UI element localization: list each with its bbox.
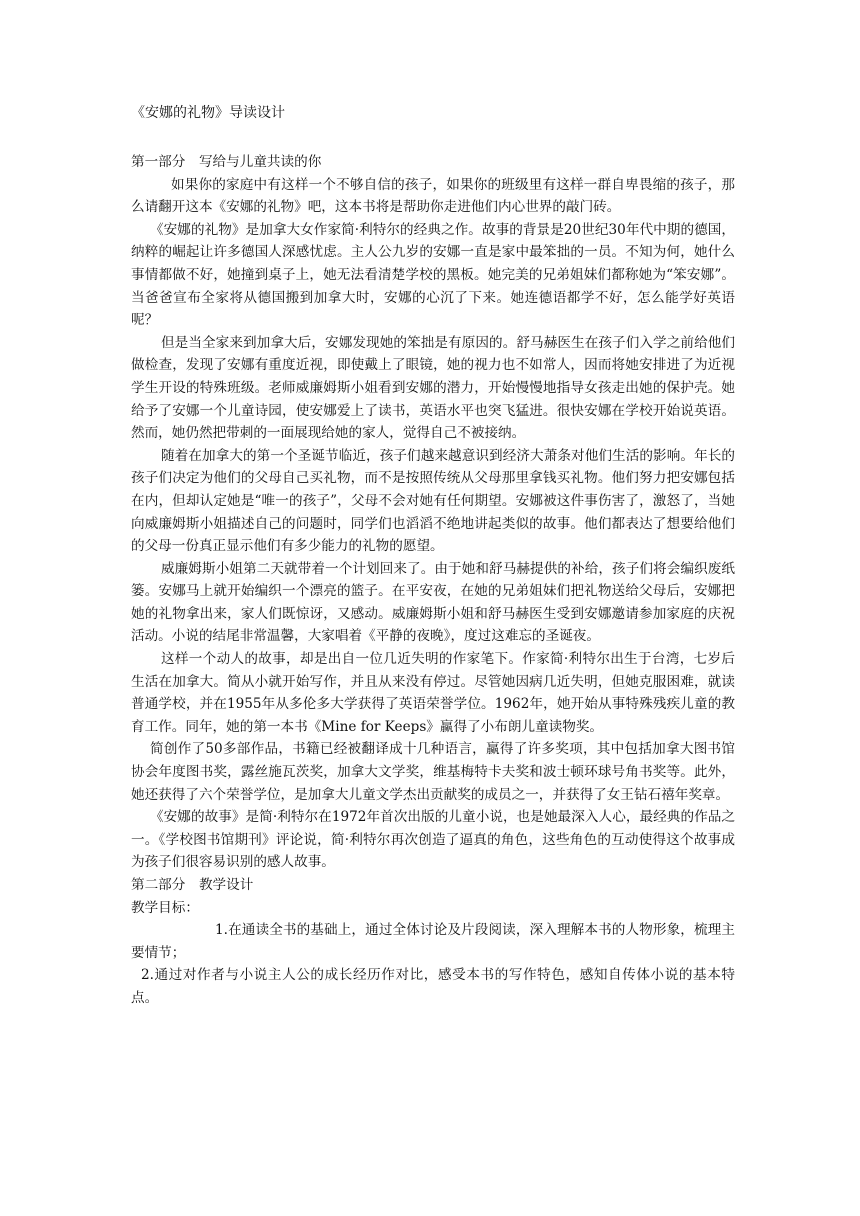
objective-item: 1.在通读全书的基础上，通过全体讨论及片段阅读，深入理解本书的人物形象，梳理主要情节； (131, 922, 735, 961)
objective-item: 2.通过对作者与小说主人公的成长经历作对比，感受本书的写作特色，感知自传体小说的基本特点。 (131, 967, 735, 1006)
document-title: 《安娜的礼物》导读设计 (131, 105, 285, 121)
paragraph: 《安娜的故事》是简·利特尔在1972年首次出版的儿童小说，也是她最深入人心，最经典的作品之一。《学校图书馆期刊》评论说，简·利特尔再次创造了逼真的角色，这些角色的互动使得这个故事成为孩子们很容易识别的感人故事。 (131, 809, 735, 871)
paragraph: 如果你的家庭中有这样一个不够自信的孩子，如果你的班级里有这样一群自卑畏缩的孩子，那么请翻开这本《安娜的礼物》吧，这本书将是帮助你走进他们内心世界的敲门砖。 (131, 176, 735, 216)
paragraph: 这样一个动人的故事，却是出自一位几近失明的作家笔下。作家简·利特尔出生于台湾，七岁后生活在加拿大。简从小就开始写作，并且从来没有停过。尽管她因病几近失明，但她克服困难，就读普通学校，并在1955年从多伦多大学获得了英语荣誉学位。1962年，她开始从事特殊残疾儿童的教育工作。同年，她的第一本书《Mine for Keeps》赢得了小布朗儿童读物奖。 (131, 651, 735, 735)
section-heading-part1: 第一部分 写给与儿童共读的你 (131, 154, 322, 170)
paragraph: 但是当全家来到加拿大后，安娜发现她的笨拙是有原因的。舒马赫医生在孩子们入学之前给他们做检查，发现了安娜有重度近视，即使戴上了眼镜，她的视力也不如常人，因而将她安排进了为近视学生开设的特殊班级。老师威廉姆斯小姐看到安娜的潜力，开始慢慢地指导女孩走出她的保护壳。她给予了安娜一个儿童诗园，使安娜爱上了读书，英语水平也突飞猛进。很快安娜在学校开始说英语。然而，她仍然把带刺的一面展现给她的家人，觉得自己不被接纳。 (131, 334, 735, 442)
objectives-label: 教学目标： (131, 899, 199, 916)
paragraph: 随着在加拿大的第一个圣诞节临近，孩子们越来越意识到经济大萧条对他们生活的影响。年长的孩子们决定为他们的父母自己买礼物，而不是按照传统从父母那里拿钱买礼物。他们努力把安娜包括在内，但却认定她是“唯一的孩子”，父母不会对她有任何期望。安娜被这件事伤害了，激怒了，当她向威廉姆斯小姐描述自己的问题时，同学们也滔滔不绝地讲起类似的故事。他们都表达了想要给他们的父母一份真正显示他们有多少能力的礼物的愿望。 (131, 447, 735, 555)
paragraph: 威廉姆斯小姐第二天就带着一个计划回来了。由于她和舒马赫提供的补给，孩子们将会编织废纸篓。安娜马上就开始编织一个漂亮的篮子。在平安夜，在她的兄弟姐妹们把礼物送给父母后，安娜把她的礼物拿出来，家人们既惊讶，又感动。威廉姆斯小姐和舒马赫医生受到安娜邀请参加家庭的庆祝活动。小说的结尾非常温馨，大家唱着《平静的夜晚》，度过这难忘的圣诞夜。 (131, 560, 735, 645)
paragraph: 《安娜的礼物》是加拿大女作家简·利特尔的经典之作。故事的背景是20世纪30年代中期的德国，纳粹的崛起让许多德国人深感忧虑。主人公九岁的安娜一直是家中最笨拙的一员。不知为何，她什么事情都做不好，她撞到桌子上，她无法看清楚学校的黑板。她完美的兄弟姐妹们都称她为“笨安娜”。当爸爸宣布全家将从德国搬到加拿大时，安娜的心沉了下来。她连德语都学不好，怎么能学好英语呢？ (131, 221, 735, 329)
document-body (131, 151, 735, 1010)
paragraph: 简创作了50多部作品，书籍已经被翻译成十几种语言，赢得了许多奖项，其中包括加拿大图书馆协会年度图书奖，露丝施瓦茨奖，加拿大文学奖，维基梅特卡夫奖和波士顿环球号角书奖等。此外，她还获得了六个荣誉学位，是加拿大儿童文学杰出贡献奖的成员之一，并获得了女王钻石禧年奖章。 (131, 741, 735, 803)
section-heading-part2: 第二部分 教学设计 (131, 877, 254, 893)
